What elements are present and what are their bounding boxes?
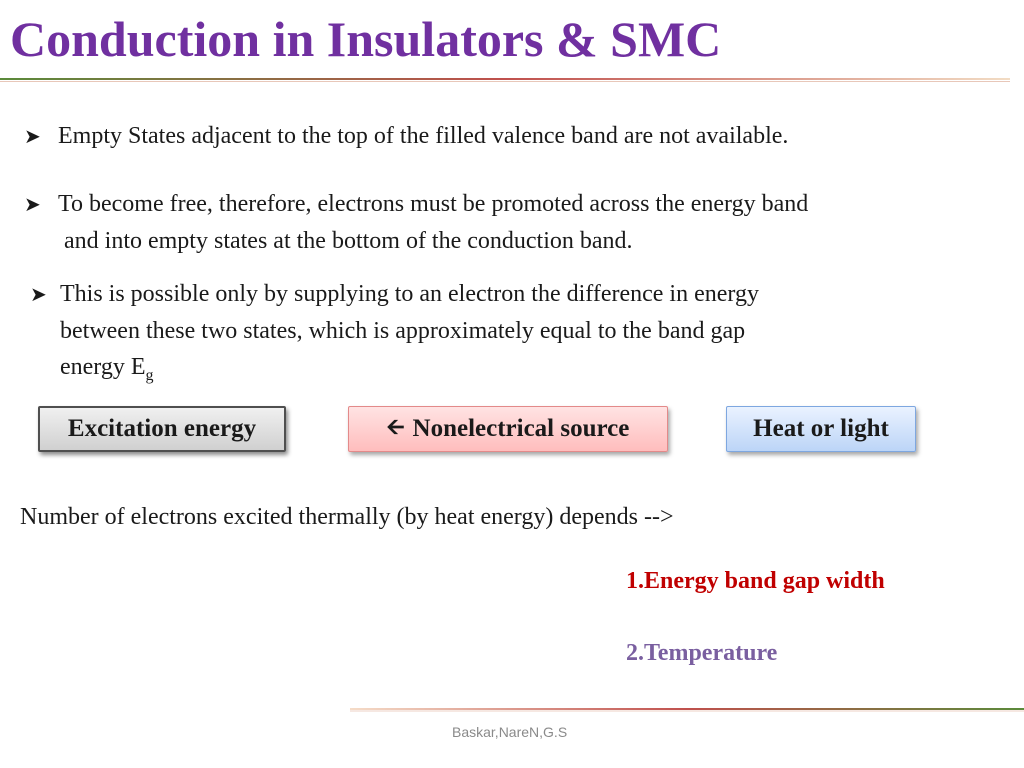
excitation-energy-label: Excitation energy <box>67 415 257 442</box>
bullet-3-text-line-1: This is possible only by supplying to an electron the difference in energy <box>60 281 759 307</box>
slide-title: Conduction in Insulators & SMC <box>10 11 722 67</box>
bullet-3-subscript: g <box>145 367 154 384</box>
thermal-excitation-paragraph: Number of electrons excited thermally (by heat energy) depends --> <box>20 504 674 530</box>
footer-author: Baskar,NareN,G.S <box>452 724 568 740</box>
heat-or-light-box <box>726 406 916 452</box>
nonelectrical-source-box <box>348 406 668 452</box>
bullet-3 <box>30 276 759 394</box>
list-item-energy-band-gap: 1.Energy band gap width <box>626 568 885 594</box>
bullet-3-text-line-2: between these two states, which is approximately equal to the band gap <box>60 318 746 344</box>
arrowhead-bullet-icon: ➤ <box>24 126 41 148</box>
footer-divider <box>350 708 1024 712</box>
heat-or-light-label: Heat or light <box>753 415 889 442</box>
nonelectrical-source-label: Nonelectrical source <box>412 415 630 442</box>
bullet-3-text-line-3 <box>30 349 759 394</box>
bullet-2-text-line-1: To become free, therefore, electrons must be promoted across the energy band <box>58 191 809 217</box>
bullet-1 <box>24 118 788 155</box>
bullet-3-energy-label: energy E <box>60 354 146 380</box>
left-arrow-icon: 🡨 <box>386 415 405 440</box>
arrowhead-bullet-icon: ➤ <box>24 194 41 216</box>
arrowhead-bullet-icon: ➤ <box>30 284 47 306</box>
bullet-1-text: Empty States adjacent to the top of the filled valence band are not available. <box>58 123 789 149</box>
bullet-2 <box>24 186 808 259</box>
list-item-temperature: 2.Temperature <box>626 640 778 666</box>
excitation-energy-box <box>38 406 286 452</box>
bullet-2-text-line-2: and into empty states at the bottom of the conduction band. <box>64 228 633 254</box>
title-divider <box>0 78 1010 83</box>
